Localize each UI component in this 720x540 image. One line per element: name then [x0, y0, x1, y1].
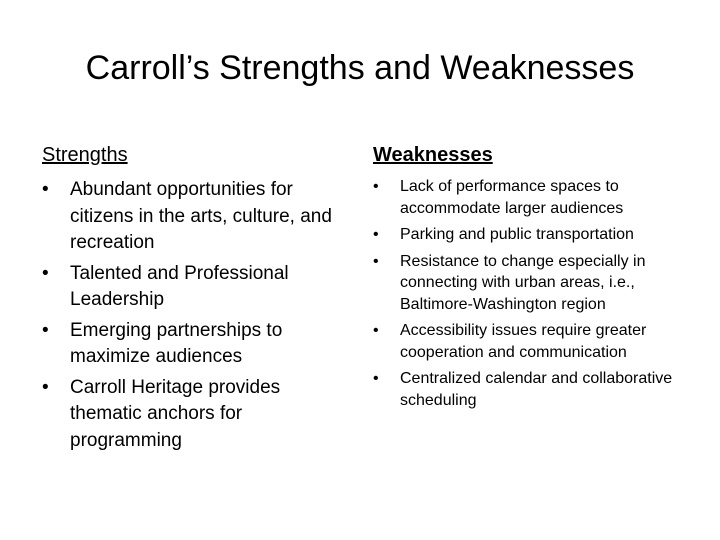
bullet-icon: •	[373, 178, 379, 195]
list-item	[42, 261, 342, 314]
list-item-text: Talented and Professional Leadership	[70, 262, 289, 310]
list-item-text: Emerging partnerships to maximize audiences	[70, 319, 283, 367]
weaknesses-column	[373, 141, 693, 416]
weaknesses-list	[373, 176, 693, 411]
weaknesses-heading: Weaknesses	[373, 144, 493, 166]
bullet-icon: •	[373, 252, 379, 270]
list-item-text: Accessibility issues require greater cooperation and communication	[400, 322, 647, 361]
list-item-text: Abundant opportunities for citizens in the arts, culture, and recreation	[70, 179, 332, 253]
bullet-icon: •	[42, 179, 49, 200]
list-item	[373, 176, 693, 219]
list-item	[42, 177, 342, 257]
bullet-icon: •	[42, 319, 49, 341]
bullet-icon: •	[42, 262, 49, 284]
list-item	[373, 320, 693, 363]
bullet-icon: •	[373, 226, 379, 243]
list-item	[373, 368, 693, 411]
list-item-text: Parking and public transportation	[400, 226, 634, 243]
slide-title: Carroll’s Strengths and Weaknesses	[85, 49, 635, 87]
list-item-text: Carroll Heritage provides thematic anchors for programming	[70, 376, 281, 451]
list-item	[42, 375, 342, 455]
list-item	[373, 224, 693, 246]
bullet-icon: •	[373, 322, 379, 339]
strengths-column	[42, 141, 342, 458]
list-item-text: Resistance to change especially in connecting with urban areas, i.e., Baltimore-Washington region	[400, 252, 646, 313]
list-item	[373, 251, 693, 316]
bullet-icon: •	[373, 370, 379, 387]
list-item-text: Centralized calendar and collaborative scheduling	[400, 370, 673, 409]
list-item-text: Lack of performance spaces to accommodate larger audiences	[400, 178, 624, 217]
strengths-list	[42, 177, 342, 454]
strengths-heading: Strengths	[42, 144, 128, 166]
list-item	[42, 318, 342, 371]
bullet-icon: •	[42, 376, 49, 398]
